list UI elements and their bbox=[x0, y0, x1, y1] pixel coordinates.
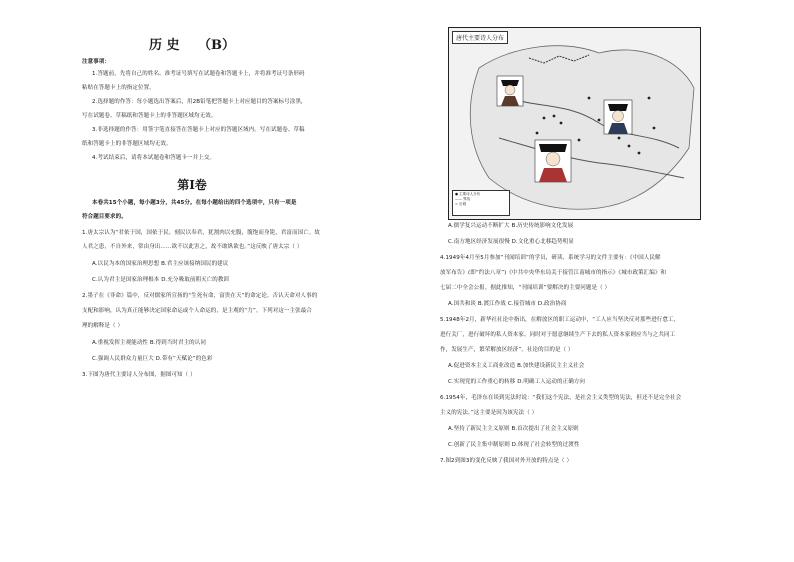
question-line: 放军布告》(即“约法八章”)《中共中央华东局关于接管江南城市的指示》《城市政策汇编》和 bbox=[440, 270, 667, 276]
option-line: A.促进资本主义工商业改造 B.加快建设新民主主义社会 bbox=[448, 363, 585, 369]
question-line: 2.墨子在《非命》篇中，反对儒家所宣扬的“生死有命，富贵在天”的命定论，否认天命对人事的 bbox=[82, 293, 318, 299]
option-line: A.以民为本的国家治理思想 B.君主应该接纳国民的建议 bbox=[92, 261, 229, 267]
exam-title-suffix: （B） bbox=[198, 38, 236, 53]
map-legend bbox=[452, 190, 510, 216]
question-line: 7.图2到图3的变化反映了我国对外开放的特点是（ ） bbox=[440, 458, 573, 464]
legend-item: ● 主要诗人分布 bbox=[455, 192, 481, 196]
notice-item: 写在试题卷、草稿纸和答题卡上的非答题区域均无效。 bbox=[82, 113, 217, 119]
notice-item: 纸和答题卡上的非答题区域均无效。 bbox=[82, 141, 172, 147]
option-line: C.强调人民群众力量巨大 D.带有“天赋论”的色彩 bbox=[92, 356, 213, 362]
notice-heading: 注意事项： bbox=[82, 59, 111, 65]
question-line: 5.1948年2月，新华社社论中指出，在解放区的职工运动中，“工人应当坚决反对那些进行怠工， bbox=[440, 317, 680, 323]
question-line: 1.唐太宗认为“君依于国，国依于民。刻民以奉君，犹割肉以充腹，腹饱而身毙，君富而国亡。故 bbox=[82, 230, 320, 236]
option-line: C.创新了民主集中制原则 D.体现了社会转型的过渡性 bbox=[448, 442, 580, 448]
poet-distribution-map bbox=[448, 27, 701, 220]
question-line: 七届二中全会公报。据此推知，“刊闻培训”要解决的主要问题是（ ） bbox=[440, 285, 611, 291]
exam-title-main: 历 史 bbox=[148, 38, 180, 53]
legend-item: —— 界线 bbox=[455, 197, 471, 201]
exam-title bbox=[82, 34, 302, 53]
poet-portrait-2 bbox=[604, 100, 632, 134]
option-line: C.认为君主是国家治理根本 D.充分吸取前朝灭亡的教训 bbox=[92, 277, 230, 283]
option-line: A.国共和谈 B.渡江作战 C.接管城市 D.政治协商 bbox=[448, 301, 567, 307]
question-line: 进行关厂，进行破坏的私人资本家。同时对于愿意继续生产下去的私人资本家则应当与之共同工 bbox=[440, 332, 676, 338]
poet-portrait-1 bbox=[497, 76, 523, 106]
legend-item: = 长城 bbox=[455, 202, 467, 206]
option-line: A.儒学复兴运动不断扩大 B.历史传统影响文化发展 bbox=[448, 223, 574, 229]
poet-portrait-3 bbox=[535, 140, 571, 182]
question-line: 理的解释是（ ） bbox=[82, 323, 124, 329]
instructions-line: 本卷共15个小题，每小题3分，共45分。在每小题给出的四个选项中，只有一项是 bbox=[92, 200, 297, 206]
question-line: 4.1949年4月至5月参加“刊闻培训”的学员，研读、系统学习的文件主要有：《中国人民解 bbox=[440, 255, 661, 261]
instructions-line: 符合题目要求的。 bbox=[82, 214, 127, 220]
question-line: 主义的宪法。”这主要是因为该宪法（ ） bbox=[440, 410, 538, 416]
option-line: A.重视发挥主观能动性 B.得到当时君主的认同 bbox=[92, 340, 206, 346]
map-title: 唐代主要诗人分布 bbox=[452, 31, 508, 44]
question-line: 人君之患，不自外来，常由身出……欲不以此害之，故不敢纵欲也。”这反映了唐太宗（ ） bbox=[82, 244, 303, 250]
question-line: 3.下图为唐代主要诗人分布图，据图可知（ ） bbox=[82, 372, 196, 378]
notice-item: 2.选择题的作答：每小题选出答案后，用2B铅笔把答题卡上对应题目的答案标号涂黑， bbox=[92, 99, 307, 105]
option-line: C.实现党的工作重心的转移 D.明确工人运动的正确方向 bbox=[448, 379, 586, 385]
question-line: 作，发展生产，繁荣解放区经济”。社论的目的是（ ） bbox=[440, 347, 574, 353]
notice-item: 粘贴在答题卡上的指定位置。 bbox=[82, 85, 155, 91]
notice-item: 1.答题前，先将自己的姓名、准考证号填写在试题卷和答题卡上，并将准考证号条形码 bbox=[92, 71, 305, 77]
option-line: A.坚持了新民主主义原则 B.首次提出了社会主义原则 bbox=[448, 426, 579, 432]
notice-item: 4.考试结束后，请将本试题卷和答题卡一并上交。 bbox=[92, 155, 216, 161]
notice-item: 3.非选择题的作答：用签字笔直接答在答题卡上对应的答题区域内。写在试题卷、草稿 bbox=[92, 127, 305, 133]
section-title: 第Ⅰ卷 bbox=[177, 178, 207, 192]
option-line: C.南方地区经济发展很慢 D.文化重心北移趋势明显 bbox=[448, 239, 574, 245]
question-line: 6.1954年，毛泽东在谈到宪法时说：“我们这个宪法，是社会主义类型的宪法，但还不是完全社会 bbox=[440, 395, 682, 401]
question-line: 支配和影响，认为真正能够决定国家命运或个人命运的，是主观的“力”。下列对这一主张最合 bbox=[82, 308, 312, 314]
